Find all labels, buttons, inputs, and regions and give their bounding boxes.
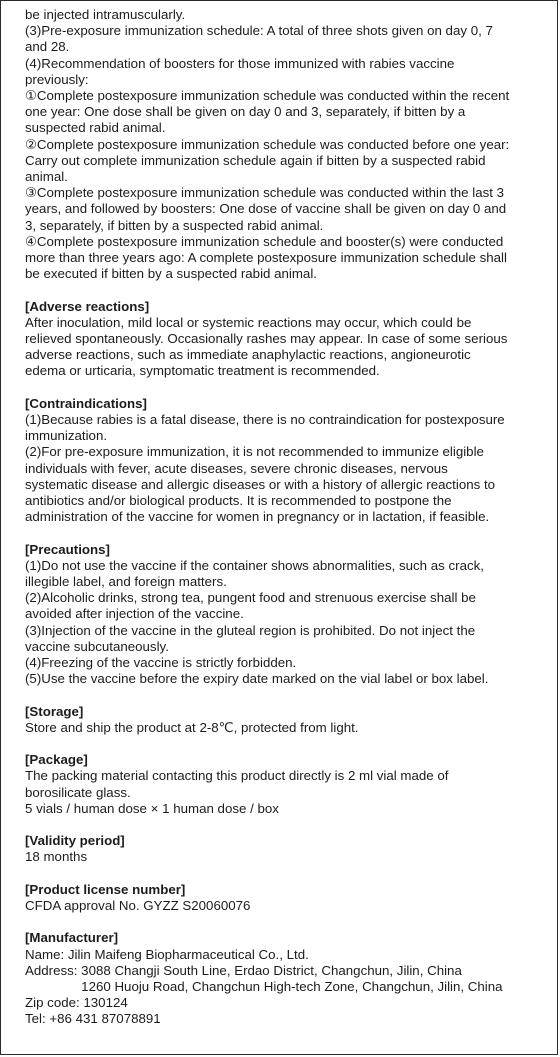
text-line: immunization. <box>25 428 108 444</box>
text-line: be executed if bitten by a suspected rabid animal. <box>25 266 317 282</box>
license-section <box>25 882 555 914</box>
text-line: (3)Injection of the vaccine in the gluteal region is prohibited. Do not inject the <box>25 622 476 638</box>
section-heading: [Package] <box>25 752 88 768</box>
adverse-reactions-section <box>25 299 555 380</box>
manufacturer-section <box>25 930 555 1027</box>
text-line: ④Complete postexposure immunization schedule and booster(s) were conducted <box>25 233 504 249</box>
section-heading: [Manufacturer] <box>25 930 119 946</box>
text-line: ③Complete postexposure immunization schedule was conducted within the last 3 <box>25 185 505 201</box>
document-content <box>25 7 555 1028</box>
text-line: individuals with fever, acute diseases, severe chronic diseases, nervous <box>25 460 448 476</box>
text-line: (1)Do not use the vaccine if the container shows abnormalities, such as crack, <box>25 557 484 573</box>
text-line: (4)Recommendation of boosters for those immunized with rabies vaccine <box>25 55 455 71</box>
text-line: administration of the vaccine for women in pregnancy or in lactation, if feasible. <box>25 509 490 525</box>
text-line: one year: One dose shall be given on day 0 and 3, separately, if bitten by a <box>25 104 466 120</box>
manufacturer-name: Name: Jilin Maifeng Biopharmaceutical Co., Ltd. <box>25 946 309 962</box>
text-line: relieved spontaneously. Occasionally rashes may appear. In case of some serious <box>25 331 508 347</box>
text-line: previously: <box>25 71 89 87</box>
text-line: ①Complete postexposure immunization schedule was conducted within the recent <box>25 88 510 104</box>
address-label: Address: <box>25 962 82 978</box>
section-gap <box>25 866 555 882</box>
text-line: (1)Because rabies is a fatal disease, there is no contraindication for postexposure <box>25 412 505 428</box>
section-gap <box>25 687 555 703</box>
storage-section <box>25 704 555 736</box>
text-line: and 28. <box>25 39 70 55</box>
section-gap <box>25 736 555 752</box>
text-line: edema or urticaria, symptomatic treatment is recommended. <box>25 363 380 379</box>
section-gap <box>25 525 555 541</box>
text-line: years, and followed by boosters: One dose of vaccine shall be given on day 0 and <box>25 201 507 217</box>
validity-section <box>25 833 555 865</box>
manufacturer-zip: Zip code: 130124 <box>25 995 128 1011</box>
text-line: 18 months <box>25 849 88 865</box>
text-line: borosilicate glass. <box>25 784 131 800</box>
section-gap <box>25 282 555 298</box>
text-line: (4)Freezing of the vaccine is strictly forbidden. <box>25 655 297 671</box>
address-line: 3088 Changji South Line, Erdao District, Changchun, Jilin, China <box>81 962 462 978</box>
text-line: be injected intramuscularly. <box>25 7 186 22</box>
text-line: After inoculation, mild local or systemic reactions may occur, which could be <box>25 314 472 330</box>
text-line: adverse reactions, such as immediate anaphylactic reactions, angioneurotic <box>25 347 471 363</box>
precautions-section <box>25 542 555 688</box>
section-heading: [Contraindications] <box>25 395 147 411</box>
intro-section <box>25 7 555 282</box>
text-line: 5 vials / human dose × 1 human dose / box <box>25 800 279 816</box>
text-line: systematic disease and allergic diseases or with a history of allergic reactions to <box>25 476 496 492</box>
address-line: 1260 Huoju Road, Changchun High-tech Zone, Changchun, Jilin, China <box>81 979 503 995</box>
text-line: animal. <box>25 169 68 185</box>
manufacturer-tel: Tel: +86 431 87078891 <box>25 1011 161 1027</box>
text-line: vaccine subcutaneously. <box>25 638 169 654</box>
text-line: (2)Alcoholic drinks, strong tea, pungent food and strenuous exercise shall be <box>25 590 476 606</box>
text-line: The packing material contacting this product directly is 2 ml vial made of <box>25 768 449 784</box>
text-line: ②Complete postexposure immunization schedule was conducted before one year: <box>25 136 510 152</box>
text-line: Store and ship the product at 2-8℃, protected from light. <box>25 719 359 735</box>
text-line: antibiotics and/or biological products. It is recommended to postpone the <box>25 493 452 509</box>
section-gap <box>25 914 555 930</box>
text-line: (3)Pre-exposure immunization schedule: A total of three shots given on day 0, 7 <box>25 23 493 39</box>
text-line: (5)Use the vaccine before the expiry date marked on the vial label or box label. <box>25 671 489 687</box>
contraindications-section <box>25 396 555 526</box>
text-line: more than three years ago: A complete postexposure immunization schedule shall <box>25 250 507 266</box>
section-heading: [Precautions] <box>25 541 110 557</box>
section-gap <box>25 380 555 396</box>
text-line: (2)For pre-exposure immunization, it is not recommended to immunize eligible <box>25 444 484 460</box>
package-section <box>25 752 555 817</box>
manufacturer-address <box>25 963 555 995</box>
text-line: 3, separately, if bitten by a suspected rabid animal. <box>25 217 324 233</box>
text-line: avoided after injection of the vaccine. <box>25 606 244 622</box>
text-line: illegible label, and foreign matters. <box>25 574 227 590</box>
section-gap <box>25 817 555 833</box>
address-lines <box>81 963 502 995</box>
section-heading: [Adverse reactions] <box>25 298 150 314</box>
section-heading: [Product license number] <box>25 881 186 897</box>
section-heading: [Validity period] <box>25 833 125 849</box>
text-line: CFDA approval No. GYZZ S20060076 <box>25 898 251 914</box>
text-line: Carry out complete immunization schedule again if bitten by a suspected rabid <box>25 152 486 168</box>
section-heading: [Storage] <box>25 703 84 719</box>
text-line: suspected rabid animal. <box>25 120 166 136</box>
